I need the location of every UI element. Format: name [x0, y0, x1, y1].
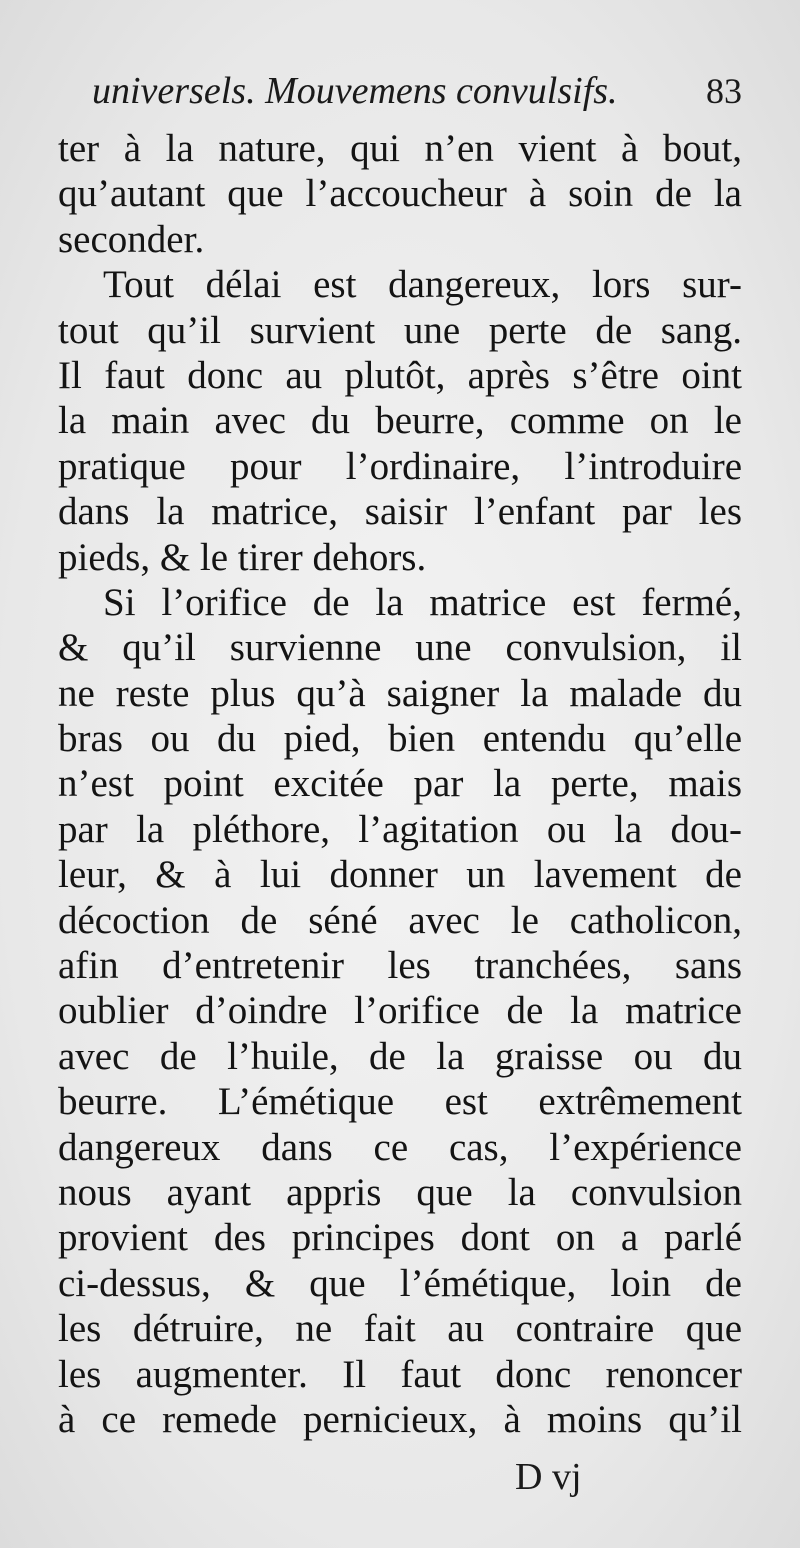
text-line: dangereux dans ce cas, l’expérience: [58, 1125, 742, 1169]
text-line: par la pléthore, l’agitation ou la dou-: [58, 807, 742, 851]
text-line: oublier d’oindre l’orifice de la matrice: [58, 989, 742, 1033]
text-line: pieds, & le tirer dehors.: [58, 535, 427, 579]
text-line: décoction de séné avec le catholicon,: [58, 898, 742, 942]
text-line: Tout délai est dangereux, lors sur-: [103, 263, 742, 307]
text-line: beurre. L’émétique est extrêmement: [58, 1080, 742, 1124]
text-line: seconder.: [58, 217, 205, 261]
page-number: 83: [706, 71, 742, 111]
text-line: Il faut donc au plutôt, après s’être oint: [58, 353, 742, 397]
text-line: & qu’il survienne une convulsion, il: [58, 626, 742, 670]
text-line: afin d’entretenir les tranchées, sans: [58, 944, 742, 988]
running-header: [92, 62, 752, 120]
text-line: ne reste plus qu’à saigner la malade du: [58, 671, 742, 715]
text-line: leur, & à lui donner un lavement de: [58, 853, 742, 897]
text-line: Si l’orifice de la matrice est fermé,: [103, 580, 742, 624]
text-line: tout qu’il survient une perte de sang.: [58, 308, 742, 352]
text-line: provient des principes dont on a parlé: [58, 1216, 742, 1260]
text-line: n’est point excitée par la perte, mais: [58, 762, 742, 806]
body-text: [58, 126, 742, 1442]
text-line: à ce remede pernicieux, à moins qu’il: [58, 1397, 742, 1441]
text-line: les détruire, ne fait au contraire que: [58, 1307, 742, 1351]
text-line: qu’autant que l’accoucheur à soin de la: [58, 172, 742, 216]
text-line: ci-dessus, & que l’émétique, loin de: [58, 1261, 742, 1305]
text-line: nous ayant appris que la convulsion: [58, 1170, 742, 1214]
text-line: pratique pour l’ordinaire, l’introduire: [58, 444, 742, 488]
text-line: les augmenter. Il faut donc renoncer: [58, 1352, 742, 1396]
signature-mark: D vj: [515, 1456, 582, 1498]
text-line: dans la matrice, saisir l’enfant par les: [58, 490, 742, 534]
text-line: ter à la nature, qui n’en vient à bout,: [58, 127, 742, 170]
text-line: avec de l’huile, de la graisse ou du: [58, 1034, 742, 1078]
text-line: bras ou du pied, bien entendu qu’elle: [58, 717, 742, 761]
text-line: la main avec du beurre, comme on le: [58, 399, 742, 443]
running-title: universels. Mouvemens convulsifs.: [92, 70, 618, 112]
